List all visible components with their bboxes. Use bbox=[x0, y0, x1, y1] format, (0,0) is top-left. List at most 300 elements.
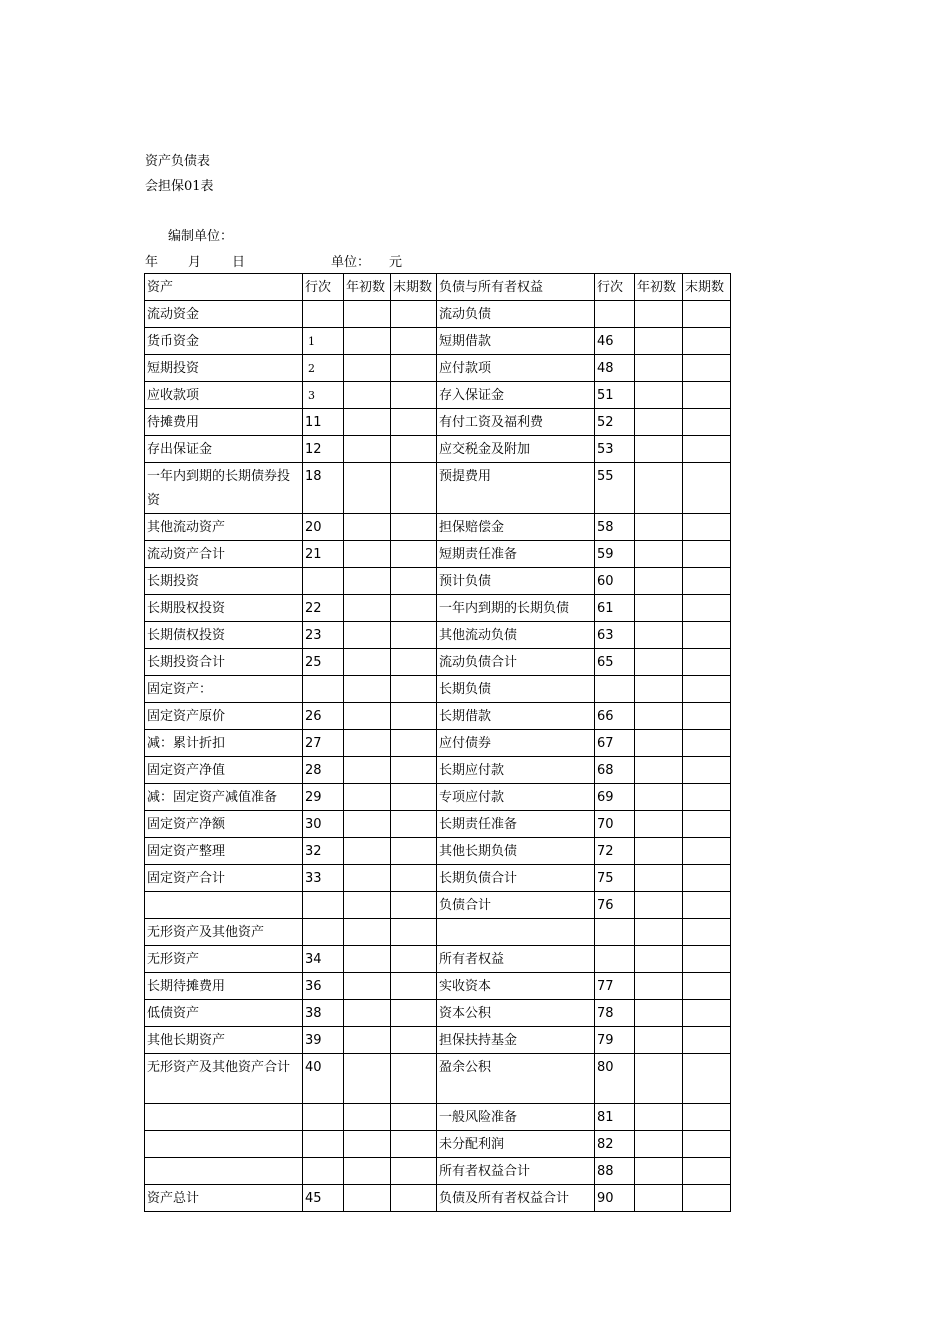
asset-opening-cell bbox=[344, 1131, 391, 1158]
liability-opening-cell bbox=[635, 1104, 683, 1131]
liability-name-cell: 未分配利润 bbox=[437, 1131, 595, 1158]
liability-line-no-cell: 70 bbox=[595, 811, 635, 838]
table-row bbox=[145, 463, 731, 514]
asset-line-no-cell: 25 bbox=[303, 649, 344, 676]
liability-line-no-cell: 76 bbox=[595, 892, 635, 919]
liability-name-cell: 担保扶持基金 bbox=[437, 1027, 595, 1054]
table-row bbox=[145, 1027, 731, 1054]
liability-name-cell: 应付债券 bbox=[437, 730, 595, 757]
liability-line-no-cell: 75 bbox=[595, 865, 635, 892]
asset-closing-cell bbox=[391, 946, 437, 973]
liability-closing-cell bbox=[683, 676, 731, 703]
liability-line-no-cell bbox=[595, 946, 635, 973]
asset-closing-cell bbox=[391, 757, 437, 784]
asset-line-no-cell: 27 bbox=[303, 730, 344, 757]
liability-name-cell: 其他长期负债 bbox=[437, 838, 595, 865]
asset-opening-cell bbox=[344, 1027, 391, 1054]
asset-line-no-cell: 40 bbox=[303, 1054, 344, 1104]
liability-closing-cell bbox=[683, 946, 731, 973]
liability-opening-cell bbox=[635, 436, 683, 463]
asset-opening-cell bbox=[344, 703, 391, 730]
asset-opening-cell bbox=[344, 1000, 391, 1027]
liability-line-no-cell: 61 bbox=[595, 595, 635, 622]
asset-name-cell: 固定资产整理 bbox=[145, 838, 303, 865]
liability-closing-cell bbox=[683, 973, 731, 1000]
liability-opening-cell bbox=[635, 730, 683, 757]
asset-line-no-cell: 11 bbox=[303, 409, 344, 436]
asset-name-cell: 长期投资合计 bbox=[145, 649, 303, 676]
table-row bbox=[145, 1000, 731, 1027]
liability-name-cell: 预提费用 bbox=[437, 463, 595, 514]
asset-opening-cell bbox=[344, 676, 391, 703]
liability-name-cell: 预计负债 bbox=[437, 568, 595, 595]
liability-closing-cell bbox=[683, 703, 731, 730]
asset-line-no-cell: 20 bbox=[303, 514, 344, 541]
asset-opening-cell bbox=[344, 382, 391, 409]
liability-opening-cell bbox=[635, 568, 683, 595]
table-row bbox=[145, 301, 731, 328]
asset-opening-cell bbox=[344, 892, 391, 919]
asset-opening-cell bbox=[344, 1054, 391, 1104]
asset-name-cell: 减：固定资产减值准备 bbox=[145, 784, 303, 811]
liability-line-no-cell: 82 bbox=[595, 1131, 635, 1158]
liability-closing-cell bbox=[683, 328, 731, 355]
liability-line-no-cell: 63 bbox=[595, 622, 635, 649]
table-body bbox=[145, 301, 731, 1212]
table-row bbox=[145, 973, 731, 1000]
liability-opening-cell bbox=[635, 328, 683, 355]
liability-line-no-cell: 65 bbox=[595, 649, 635, 676]
asset-name-cell: 无形资产及其他资产 bbox=[145, 919, 303, 946]
liability-line-no-cell: 79 bbox=[595, 1027, 635, 1054]
liability-closing-cell bbox=[683, 1104, 731, 1131]
asset-closing-cell bbox=[391, 838, 437, 865]
liability-name-cell: 资本公积 bbox=[437, 1000, 595, 1027]
liability-line-no-cell: 53 bbox=[595, 436, 635, 463]
table-row bbox=[145, 1054, 731, 1104]
liability-line-no-cell bbox=[595, 301, 635, 328]
asset-closing-cell bbox=[391, 514, 437, 541]
asset-closing-cell bbox=[391, 1158, 437, 1185]
table-row bbox=[145, 1158, 731, 1185]
asset-closing-cell bbox=[391, 703, 437, 730]
asset-opening-cell bbox=[344, 463, 391, 514]
liability-opening-cell bbox=[635, 946, 683, 973]
liability-name-cell: 长期借款 bbox=[437, 703, 595, 730]
liability-closing-cell bbox=[683, 355, 731, 382]
liability-line-no-cell: 69 bbox=[595, 784, 635, 811]
asset-line-no-cell: 3 bbox=[303, 382, 344, 409]
asset-line-no-cell: 32 bbox=[303, 838, 344, 865]
asset-name-cell bbox=[145, 1158, 303, 1185]
liability-line-no-cell: 68 bbox=[595, 757, 635, 784]
asset-closing-cell bbox=[391, 436, 437, 463]
table-row bbox=[145, 838, 731, 865]
asset-name-cell: 长期债权投资 bbox=[145, 622, 303, 649]
table-row bbox=[145, 1185, 731, 1212]
asset-closing-cell bbox=[391, 328, 437, 355]
asset-closing-cell bbox=[391, 865, 437, 892]
asset-name-cell: 待摊费用 bbox=[145, 409, 303, 436]
col-header-closing: 末期数 bbox=[391, 274, 437, 301]
asset-opening-cell bbox=[344, 541, 391, 568]
asset-name-cell: 固定资产原价 bbox=[145, 703, 303, 730]
asset-closing-cell bbox=[391, 1185, 437, 1212]
asset-closing-cell bbox=[391, 622, 437, 649]
table-row bbox=[145, 865, 731, 892]
col-header-opening: 年初数 bbox=[344, 274, 391, 301]
date-year-label: 年 bbox=[145, 255, 159, 270]
liability-closing-cell bbox=[683, 730, 731, 757]
table-row bbox=[145, 946, 731, 973]
liability-opening-cell bbox=[635, 1027, 683, 1054]
asset-opening-cell bbox=[344, 1185, 391, 1212]
liability-name-cell: 盈余公积 bbox=[437, 1054, 595, 1104]
asset-closing-cell bbox=[391, 649, 437, 676]
liability-opening-cell bbox=[635, 784, 683, 811]
asset-line-no-cell: 12 bbox=[303, 436, 344, 463]
asset-name-cell: 固定资产合计 bbox=[145, 865, 303, 892]
asset-name-cell bbox=[145, 1131, 303, 1158]
asset-closing-cell bbox=[391, 355, 437, 382]
liability-opening-cell bbox=[635, 676, 683, 703]
liability-name-cell: 长期负债 bbox=[437, 676, 595, 703]
liability-opening-cell bbox=[635, 811, 683, 838]
table-row bbox=[145, 328, 731, 355]
liability-opening-cell bbox=[635, 541, 683, 568]
asset-name-cell: 低债资产 bbox=[145, 1000, 303, 1027]
liability-opening-cell bbox=[635, 1185, 683, 1212]
asset-line-no-cell: 29 bbox=[303, 784, 344, 811]
liability-line-no-cell: 51 bbox=[595, 382, 635, 409]
table-row bbox=[145, 568, 731, 595]
date-month-label: 月 bbox=[188, 255, 202, 270]
table-row bbox=[145, 382, 731, 409]
asset-name-cell: 短期投资 bbox=[145, 355, 303, 382]
org-label: 编制单位： bbox=[168, 229, 234, 244]
asset-name-cell: 其他长期资产 bbox=[145, 1027, 303, 1054]
liability-opening-cell bbox=[635, 892, 683, 919]
asset-closing-cell bbox=[391, 784, 437, 811]
asset-opening-cell bbox=[344, 811, 391, 838]
asset-line-no-cell: 39 bbox=[303, 1027, 344, 1054]
liability-opening-cell bbox=[635, 1054, 683, 1104]
liability-line-no-cell: 48 bbox=[595, 355, 635, 382]
liability-closing-cell bbox=[683, 811, 731, 838]
asset-opening-cell bbox=[344, 1104, 391, 1131]
liability-line-no-cell: 90 bbox=[595, 1185, 635, 1212]
liability-closing-cell bbox=[683, 649, 731, 676]
liability-line-no-cell: 77 bbox=[595, 973, 635, 1000]
asset-name-cell: 长期待摊费用 bbox=[145, 973, 303, 1000]
asset-line-no-cell: 36 bbox=[303, 973, 344, 1000]
liability-name-cell: 负债及所有者权益合计 bbox=[437, 1185, 595, 1212]
asset-line-no-cell: 30 bbox=[303, 811, 344, 838]
asset-opening-cell bbox=[344, 595, 391, 622]
asset-opening-cell bbox=[344, 730, 391, 757]
table-row bbox=[145, 409, 731, 436]
liability-name-cell: 应付款项 bbox=[437, 355, 595, 382]
asset-name-cell: 长期股权投资 bbox=[145, 595, 303, 622]
asset-name-cell: 货币资金 bbox=[145, 328, 303, 355]
liability-name-cell: 负债合计 bbox=[437, 892, 595, 919]
table-row bbox=[145, 784, 731, 811]
liability-name-cell: 短期借款 bbox=[437, 328, 595, 355]
liability-line-no-cell: 88 bbox=[595, 1158, 635, 1185]
liability-opening-cell bbox=[635, 514, 683, 541]
asset-name-cell: 一年内到期的长期债券投资 bbox=[145, 463, 303, 514]
asset-opening-cell bbox=[344, 946, 391, 973]
asset-closing-cell bbox=[391, 973, 437, 1000]
liability-closing-cell bbox=[683, 463, 731, 514]
asset-closing-cell bbox=[391, 730, 437, 757]
liability-name-cell: 长期应付款 bbox=[437, 757, 595, 784]
liability-line-no-cell: 67 bbox=[595, 730, 635, 757]
asset-opening-cell bbox=[344, 649, 391, 676]
table-row bbox=[145, 757, 731, 784]
asset-closing-cell bbox=[391, 1104, 437, 1131]
liability-closing-cell bbox=[683, 838, 731, 865]
liability-line-no-cell: 46 bbox=[595, 328, 635, 355]
liability-opening-cell bbox=[635, 919, 683, 946]
asset-opening-cell bbox=[344, 973, 391, 1000]
liability-opening-cell bbox=[635, 1158, 683, 1185]
asset-opening-cell bbox=[344, 838, 391, 865]
asset-name-cell: 无形资产 bbox=[145, 946, 303, 973]
asset-opening-cell bbox=[344, 568, 391, 595]
form-code: 会担保01表 bbox=[145, 179, 214, 194]
asset-closing-cell bbox=[391, 409, 437, 436]
liability-closing-cell bbox=[683, 1185, 731, 1212]
liability-closing-cell bbox=[683, 865, 731, 892]
asset-name-cell: 固定资产净值 bbox=[145, 757, 303, 784]
liability-opening-cell bbox=[635, 463, 683, 514]
liability-closing-cell bbox=[683, 892, 731, 919]
asset-line-no-cell: 18 bbox=[303, 463, 344, 514]
liability-opening-cell bbox=[635, 382, 683, 409]
liability-line-no-cell bbox=[595, 919, 635, 946]
table-row bbox=[145, 436, 731, 463]
liability-closing-cell bbox=[683, 1054, 731, 1104]
liability-name-cell: 其他流动负债 bbox=[437, 622, 595, 649]
asset-line-no-cell bbox=[303, 1131, 344, 1158]
asset-name-cell: 其他流动资产 bbox=[145, 514, 303, 541]
col-header-asset: 资产 bbox=[145, 274, 303, 301]
liability-name-cell: 流动负债合计 bbox=[437, 649, 595, 676]
liability-closing-cell bbox=[683, 409, 731, 436]
asset-line-no-cell bbox=[303, 892, 344, 919]
table-row bbox=[145, 1131, 731, 1158]
table-row bbox=[145, 622, 731, 649]
asset-opening-cell bbox=[344, 436, 391, 463]
col-header-opening: 年初数 bbox=[635, 274, 683, 301]
asset-name-cell: 长期投资 bbox=[145, 568, 303, 595]
liability-line-no-cell: 60 bbox=[595, 568, 635, 595]
liability-opening-cell bbox=[635, 409, 683, 436]
liability-closing-cell bbox=[683, 1131, 731, 1158]
liability-name-cell: 一年内到期的长期负债 bbox=[437, 595, 595, 622]
liability-closing-cell bbox=[683, 595, 731, 622]
liability-name-cell: 担保赔偿金 bbox=[437, 514, 595, 541]
asset-opening-cell bbox=[344, 757, 391, 784]
liability-opening-cell bbox=[635, 757, 683, 784]
table-row bbox=[145, 676, 731, 703]
table-row bbox=[145, 541, 731, 568]
asset-opening-cell bbox=[344, 355, 391, 382]
asset-opening-cell bbox=[344, 514, 391, 541]
liability-name-cell: 一般风险准备 bbox=[437, 1104, 595, 1131]
liability-closing-cell bbox=[683, 382, 731, 409]
asset-opening-cell bbox=[344, 301, 391, 328]
liability-name-cell: 短期责任准备 bbox=[437, 541, 595, 568]
liability-opening-cell bbox=[635, 301, 683, 328]
asset-line-no-cell bbox=[303, 919, 344, 946]
liability-closing-cell bbox=[683, 541, 731, 568]
liability-opening-cell bbox=[635, 649, 683, 676]
asset-closing-cell bbox=[391, 301, 437, 328]
liability-line-no-cell: 55 bbox=[595, 463, 635, 514]
asset-closing-cell bbox=[391, 541, 437, 568]
asset-line-no-cell: 28 bbox=[303, 757, 344, 784]
asset-name-cell: 存出保证金 bbox=[145, 436, 303, 463]
table-row bbox=[145, 595, 731, 622]
liability-line-no-cell: 66 bbox=[595, 703, 635, 730]
asset-name-cell: 应收款项 bbox=[145, 382, 303, 409]
asset-name-cell: 无形资产及其他资产合计 bbox=[145, 1054, 303, 1104]
asset-closing-cell bbox=[391, 595, 437, 622]
asset-name-cell bbox=[145, 1104, 303, 1131]
asset-closing-cell bbox=[391, 1054, 437, 1104]
asset-closing-cell bbox=[391, 1131, 437, 1158]
liability-closing-cell bbox=[683, 301, 731, 328]
table-row bbox=[145, 649, 731, 676]
unit-label: 单位： bbox=[331, 255, 371, 270]
col-header-liability: 负债与所有者权益 bbox=[437, 274, 595, 301]
table-row bbox=[145, 703, 731, 730]
asset-line-no-cell bbox=[303, 676, 344, 703]
asset-closing-cell bbox=[391, 463, 437, 514]
asset-line-no-cell bbox=[303, 1158, 344, 1185]
liability-line-no-cell: 81 bbox=[595, 1104, 635, 1131]
liability-name-cell: 所有者权益合计 bbox=[437, 1158, 595, 1185]
liability-name-cell: 流动负债 bbox=[437, 301, 595, 328]
asset-closing-cell bbox=[391, 568, 437, 595]
asset-name-cell: 固定资产： bbox=[145, 676, 303, 703]
asset-line-no-cell: 23 bbox=[303, 622, 344, 649]
date-day-label: 日 bbox=[232, 255, 246, 270]
liability-name-cell: 专项应付款 bbox=[437, 784, 595, 811]
asset-closing-cell bbox=[391, 382, 437, 409]
col-header-line-no: 行次 bbox=[595, 274, 635, 301]
asset-opening-cell bbox=[344, 865, 391, 892]
liability-name-cell: 长期负债合计 bbox=[437, 865, 595, 892]
asset-line-no-cell bbox=[303, 301, 344, 328]
balance-sheet-table bbox=[144, 273, 731, 1212]
asset-name-cell bbox=[145, 892, 303, 919]
asset-line-no-cell: 21 bbox=[303, 541, 344, 568]
liability-closing-cell bbox=[683, 622, 731, 649]
asset-closing-cell bbox=[391, 1000, 437, 1027]
asset-line-no-cell bbox=[303, 568, 344, 595]
asset-line-no-cell: 38 bbox=[303, 1000, 344, 1027]
col-header-closing: 末期数 bbox=[683, 274, 731, 301]
asset-name-cell: 减：累计折扣 bbox=[145, 730, 303, 757]
table-row bbox=[145, 355, 731, 382]
liability-opening-cell bbox=[635, 1000, 683, 1027]
liability-closing-cell bbox=[683, 757, 731, 784]
liability-name-cell: 实收资本 bbox=[437, 973, 595, 1000]
table-header-row bbox=[145, 274, 731, 301]
asset-closing-cell bbox=[391, 1027, 437, 1054]
table-row bbox=[145, 919, 731, 946]
asset-line-no-cell: 34 bbox=[303, 946, 344, 973]
table-row bbox=[145, 811, 731, 838]
liability-line-no-cell: 59 bbox=[595, 541, 635, 568]
liability-line-no-cell: 58 bbox=[595, 514, 635, 541]
liability-opening-cell bbox=[635, 355, 683, 382]
col-header-line-no: 行次 bbox=[303, 274, 344, 301]
asset-line-no-cell bbox=[303, 1104, 344, 1131]
asset-line-no-cell: 22 bbox=[303, 595, 344, 622]
table-row bbox=[145, 892, 731, 919]
asset-closing-cell bbox=[391, 676, 437, 703]
liability-name-cell bbox=[437, 919, 595, 946]
liability-opening-cell bbox=[635, 838, 683, 865]
asset-opening-cell bbox=[344, 328, 391, 355]
liability-name-cell: 存入保证金 bbox=[437, 382, 595, 409]
liability-closing-cell bbox=[683, 436, 731, 463]
liability-closing-cell bbox=[683, 514, 731, 541]
table-row bbox=[145, 514, 731, 541]
document-title: 资产负债表 bbox=[145, 154, 211, 169]
liability-closing-cell bbox=[683, 1027, 731, 1054]
liability-line-no-cell bbox=[595, 676, 635, 703]
liability-closing-cell bbox=[683, 919, 731, 946]
liability-name-cell: 所有者权益 bbox=[437, 946, 595, 973]
liability-line-no-cell: 78 bbox=[595, 1000, 635, 1027]
liability-name-cell: 应交税金及附加 bbox=[437, 436, 595, 463]
liability-line-no-cell: 52 bbox=[595, 409, 635, 436]
asset-opening-cell bbox=[344, 919, 391, 946]
liability-opening-cell bbox=[635, 865, 683, 892]
unit-value: 元 bbox=[389, 255, 403, 270]
liability-opening-cell bbox=[635, 595, 683, 622]
asset-line-no-cell: 26 bbox=[303, 703, 344, 730]
liability-opening-cell bbox=[635, 973, 683, 1000]
asset-opening-cell bbox=[344, 1158, 391, 1185]
asset-name-cell: 资产总计 bbox=[145, 1185, 303, 1212]
asset-name-cell: 固定资产净额 bbox=[145, 811, 303, 838]
asset-line-no-cell: 1 bbox=[303, 328, 344, 355]
asset-name-cell: 流动资金 bbox=[145, 301, 303, 328]
asset-line-no-cell: 45 bbox=[303, 1185, 344, 1212]
liability-closing-cell bbox=[683, 568, 731, 595]
liability-closing-cell bbox=[683, 784, 731, 811]
asset-closing-cell bbox=[391, 919, 437, 946]
liability-line-no-cell: 72 bbox=[595, 838, 635, 865]
asset-opening-cell bbox=[344, 622, 391, 649]
liability-line-no-cell: 80 bbox=[595, 1054, 635, 1104]
liability-opening-cell bbox=[635, 622, 683, 649]
liability-closing-cell bbox=[683, 1000, 731, 1027]
asset-opening-cell bbox=[344, 409, 391, 436]
asset-closing-cell bbox=[391, 892, 437, 919]
liability-opening-cell bbox=[635, 703, 683, 730]
asset-opening-cell bbox=[344, 784, 391, 811]
table-row bbox=[145, 1104, 731, 1131]
asset-line-no-cell: 2 bbox=[303, 355, 344, 382]
asset-line-no-cell: 33 bbox=[303, 865, 344, 892]
